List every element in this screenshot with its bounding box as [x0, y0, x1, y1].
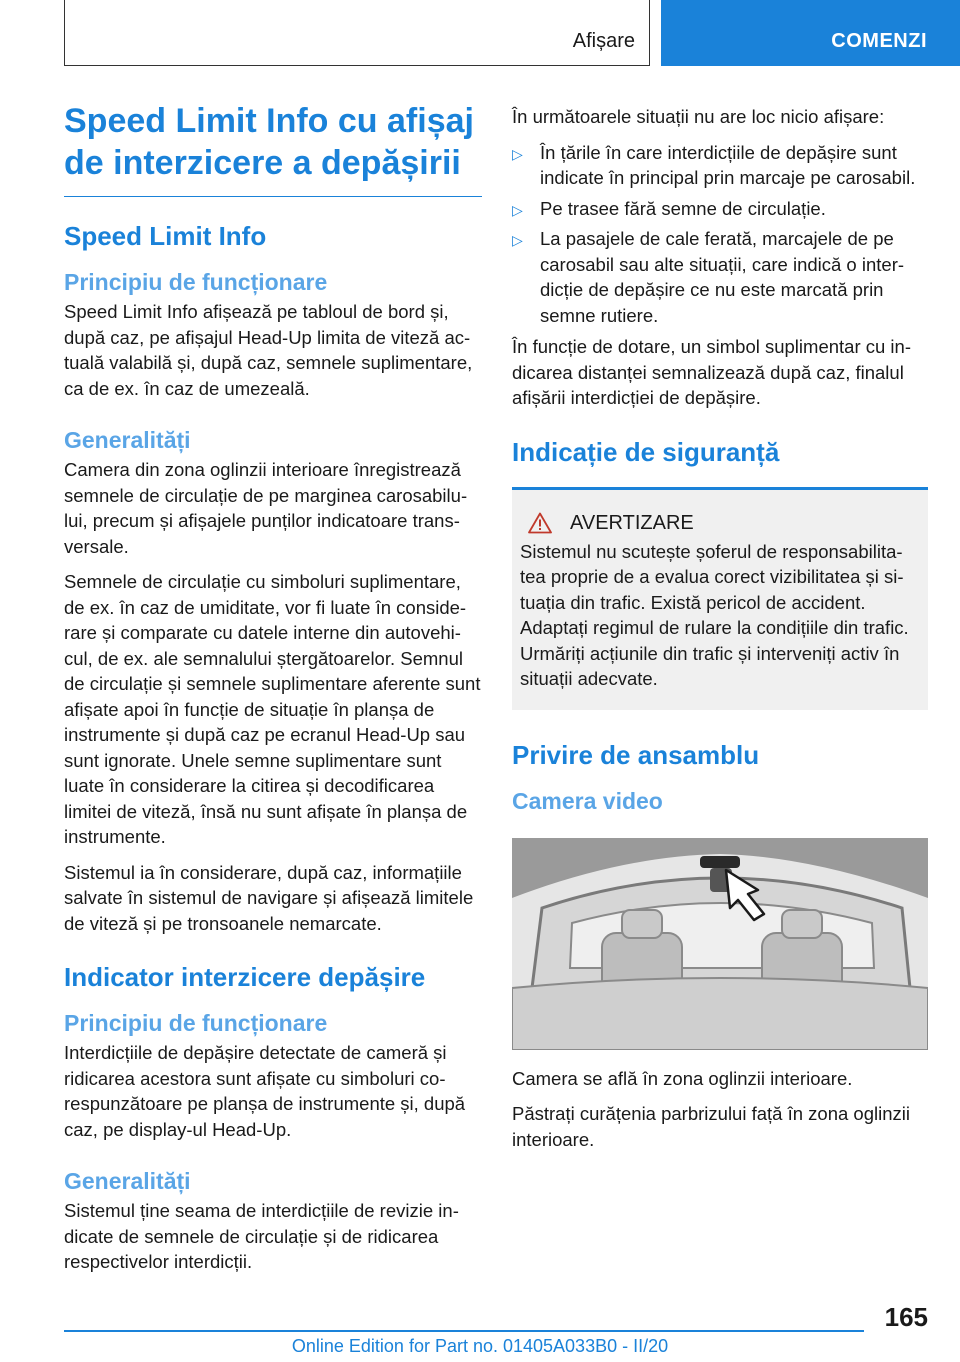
general-heading: Generalități [64, 427, 191, 453]
general2-heading: Generalități [64, 1168, 191, 1194]
list-item: ▷ În țările în care interdicțiile de depășire sunt indicate în principal prin marcaje pe carosabil. [512, 141, 916, 188]
warning-label: AVERTIZARE [570, 511, 694, 534]
left-column [64, 100, 482, 1285]
general-paragraph-3: Sistemul ia în considerare, după caz, informațiile salvate în sistemul de navigare și afișează limitele de viteză și pe tronsoanele nemarcate. [64, 861, 474, 934]
principle2-heading: Principiu de funcționare [64, 1010, 328, 1036]
speed-limit-heading: Speed Limit Info [64, 221, 267, 251]
edition-footer: Online Edition for Part no. 01405A033B0 - II/20 [291, 1336, 669, 1356]
triangle-bullet-icon: ▷ [512, 201, 523, 218]
warning-text: Sistemul nu scutește șoferul de responsabilitatea proprie de a evalua corect vizibilitatea și situația din trafic. Există pericol de accident. Adaptați regimul de rulare la condițiile din trafic. Urmăriți acțiunile din trafic și interveniți activ în situații adecvate. [520, 540, 909, 689]
header-section-tab[interactable] [64, 0, 650, 66]
header-active-tab[interactable] [661, 0, 960, 66]
principle-text: Speed Limit Info afișează pe tabloul de bord și, după caz, pe afișajul Head-Up limita de viteză actuală valabilă și, după caz, semnele suplimentare, ca de ex. în caz de umezeală. [64, 301, 473, 399]
footer-divider [64, 1330, 864, 1332]
triangle-bullet-icon: ▷ [512, 145, 523, 162]
overtake-heading: Indicator interzicere depășire [64, 962, 426, 992]
camera-heading: Camera video [512, 787, 663, 814]
warning-box [512, 487, 928, 710]
general2-text: Sistemul ține seama de interdicțiile de revizie indicate de semnele de circulație și de ridicarea respectivelor interdicții. [64, 1200, 459, 1272]
page-number: 165 [884, 1302, 928, 1332]
principle2-text: Interdicțiile de depășire detectate de cameră și ridicarea acestora sunt afișate cu simboluri corespunzătoare pe planșa de instrumente și, după caz, pe display-ul Head-Up. [64, 1042, 466, 1140]
active-tab-label: COMENZI [831, 30, 927, 52]
list-item: ▷ Pe trasee fără semne de circulație. [512, 196, 928, 222]
principle-heading: Principiu de funcționare [64, 269, 328, 295]
overview-heading: Privire de ansamblu [512, 739, 760, 770]
section-tab-label: Afișare [572, 30, 635, 52]
page-title: Speed Limit Info cu afișaj de interzicere a depășirii [64, 100, 482, 197]
triangle-bullet-icon: ▷ [512, 232, 523, 248]
warning-triangle-icon [528, 512, 552, 534]
camera-cleaning-text: Păstrați curățenia parbrizului față în zona oglinzii interioare. [512, 1103, 910, 1150]
safety-heading: Indicație de siguranță [512, 436, 780, 467]
right-column [512, 104, 928, 1162]
no-display-list [512, 140, 928, 329]
equipment-text: În funcție de dotare, un simbol suplimentar cu indicarea distanței semnalizează după caz, finalul afișării interdicției de depășire. [512, 336, 911, 408]
general-paragraph-2: Semnele de circulație cu simboluri suplimentare, de ex. în caz de umiditate, vor fi luate în considerare și comparate cu datele interne din autovehicul, de ex. ale semnalului ștergătoarelor. Semnul de circulație și semnele suplimentare aferente sunt afișate apoi în funcție de situație în planșa de instrumente și după caz pe ecranul Head-Up sau sunt ignorate. Unele semne suplimentare sunt luate în considerare la citirea și decodificarea limitei de viteză, însă nu sunt afișate în planșa de instrumente. [64, 571, 481, 847]
general-paragraph-1: Camera din zona oglinzii interioare înregistrează semnele de circulație de pe marginea carosabilului, precum și afișajele punților indicatoare transversale. [64, 459, 468, 557]
list-item: ▷ La pasajele de cale ferată, marcajele de pe carosabil sau alte situații, care indică o interdicție de depășire ce nu este marcată prin semne rutiere. [512, 228, 905, 326]
camera-location-text: Camera se află în zona oglinzii interioare. [512, 1067, 853, 1089]
camera-location-image [512, 838, 928, 1050]
no-display-intro: În următoarele situații nu are loc nicio afișare: [512, 106, 885, 127]
